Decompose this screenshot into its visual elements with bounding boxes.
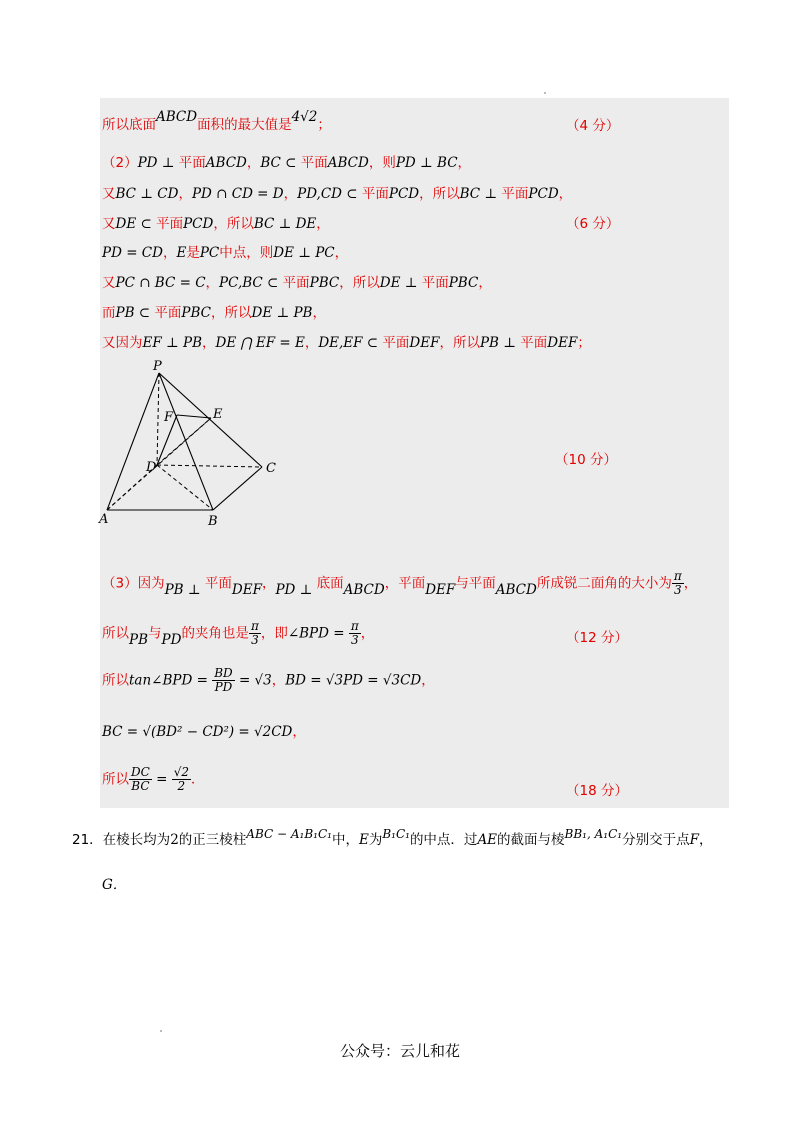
math: PD bbox=[161, 631, 182, 648]
footer-text: 公众号：云儿和花 bbox=[339, 1042, 460, 1060]
text: ，则 bbox=[368, 155, 396, 171]
edge-DC bbox=[157, 465, 262, 467]
text: 而 bbox=[102, 305, 116, 321]
math: = bbox=[151, 771, 172, 788]
text: ， bbox=[360, 625, 375, 642]
solution-line-4 bbox=[102, 212, 330, 232]
solution-line-10 bbox=[102, 620, 374, 647]
question-number: 21． bbox=[72, 832, 103, 848]
text: 与 bbox=[148, 625, 162, 642]
math: PD = CD bbox=[102, 245, 163, 261]
text: ， bbox=[202, 335, 216, 351]
score-12: （12 分） bbox=[566, 630, 628, 646]
numerator: √2 bbox=[173, 765, 189, 779]
text: 所以底面 bbox=[102, 117, 156, 133]
solution-line-5 bbox=[102, 241, 348, 261]
math: PBC bbox=[181, 305, 211, 321]
text: （2） bbox=[102, 155, 138, 171]
math-value: 4√2 bbox=[291, 109, 318, 125]
math: BC ⊂ bbox=[260, 155, 301, 171]
math: B₁C₁ bbox=[382, 827, 410, 841]
math: ABC − A₁B₁C₁ bbox=[246, 827, 332, 841]
solution-line-6 bbox=[102, 271, 492, 291]
text: （3）因为 bbox=[102, 575, 165, 592]
pyramid-diagram bbox=[95, 355, 295, 535]
math: E bbox=[176, 245, 187, 261]
speck bbox=[544, 92, 546, 94]
denominator: 3 bbox=[351, 633, 359, 647]
math: BC ⊥ bbox=[459, 186, 502, 202]
math: 2 bbox=[170, 832, 179, 848]
math: PC,BC ⊂ bbox=[219, 275, 283, 291]
math: PC bbox=[199, 245, 220, 261]
math: ABCD bbox=[205, 155, 247, 171]
math: DE ⋂ EF = E bbox=[215, 335, 305, 351]
text: 平面 bbox=[154, 305, 182, 321]
fraction-dc-bc bbox=[129, 766, 152, 793]
text: 在棱长均为 bbox=[102, 832, 171, 848]
text: ， bbox=[261, 575, 276, 592]
text: ， bbox=[292, 724, 306, 740]
solution-line-2 bbox=[102, 151, 471, 171]
math: tan∠BPD = bbox=[129, 672, 213, 689]
text: ，即 bbox=[260, 625, 288, 642]
numerator: DC bbox=[131, 765, 150, 779]
text: ， bbox=[478, 275, 492, 291]
numerator: π bbox=[673, 569, 682, 583]
text: 的正三棱柱 bbox=[178, 832, 247, 848]
text: ， bbox=[421, 672, 435, 689]
denominator: 3 bbox=[673, 583, 682, 597]
fraction-pi-3 bbox=[672, 570, 684, 597]
edge-PB bbox=[159, 373, 213, 510]
label-C: C bbox=[266, 461, 276, 476]
text: ，平面 bbox=[384, 575, 426, 592]
fraction-pi-3 bbox=[249, 620, 261, 647]
text: 所以 bbox=[102, 672, 129, 689]
text: ，所以 bbox=[439, 335, 480, 351]
solution-line-7 bbox=[102, 301, 326, 321]
label-E: E bbox=[213, 407, 223, 422]
solution-line-11 bbox=[102, 667, 435, 694]
text: 平面 bbox=[178, 155, 206, 171]
math: PB ⊥ bbox=[164, 581, 205, 598]
speck bbox=[160, 1030, 162, 1032]
denominator: 2 bbox=[177, 779, 186, 793]
text: ； bbox=[317, 117, 331, 133]
text: ， bbox=[246, 155, 261, 171]
fraction-bd-pd bbox=[212, 667, 234, 694]
solution-line-3 bbox=[102, 182, 572, 202]
text: 的夹角也是 bbox=[181, 625, 249, 642]
text: ， bbox=[271, 672, 286, 689]
fraction-pi-3 bbox=[349, 620, 361, 647]
text: 平面 bbox=[282, 275, 310, 291]
text: 平面 bbox=[300, 155, 328, 171]
math: PB bbox=[129, 631, 149, 648]
numerator: π bbox=[250, 619, 259, 633]
score-6: （6 分） bbox=[566, 216, 620, 232]
text: 是 bbox=[186, 245, 200, 261]
denominator: PD bbox=[214, 680, 233, 694]
text: ， bbox=[283, 186, 298, 202]
math: BC ⊥ DE bbox=[253, 216, 317, 232]
math: DE ⊥ PB bbox=[251, 305, 313, 321]
math: PD,CD ⊂ bbox=[297, 186, 362, 202]
text: 平面 bbox=[382, 335, 410, 351]
text: ， bbox=[316, 216, 330, 232]
math: DE ⊂ bbox=[115, 216, 157, 232]
text: 底面 bbox=[316, 575, 344, 592]
text: ， bbox=[178, 186, 192, 202]
math: AE bbox=[477, 832, 498, 848]
math: PCD bbox=[528, 186, 559, 202]
math: DEF bbox=[409, 335, 440, 351]
text: ． bbox=[191, 771, 205, 788]
numerator: π bbox=[350, 619, 359, 633]
text: 所以 bbox=[102, 771, 129, 788]
text: 中点，则 bbox=[219, 245, 274, 261]
score-10: （10 分） bbox=[555, 452, 617, 468]
text: ， bbox=[683, 575, 698, 592]
text: 平面 bbox=[204, 575, 232, 592]
text: ， bbox=[457, 155, 472, 171]
text: 平面 bbox=[501, 186, 529, 202]
math: DE ⊥ PC bbox=[273, 245, 335, 261]
question-21-line-2: G． bbox=[102, 877, 127, 893]
math: = √3 bbox=[234, 672, 272, 689]
math: DEF bbox=[231, 581, 262, 598]
math: DE,EF ⊂ bbox=[318, 335, 383, 351]
text: ，所以 bbox=[213, 216, 254, 232]
fraction-sqrt2-2 bbox=[172, 766, 191, 793]
text: ； bbox=[577, 335, 591, 351]
math: ABCD bbox=[327, 155, 369, 171]
math-abcd: ABCD bbox=[156, 109, 198, 125]
text: 为 bbox=[368, 832, 383, 848]
text: ， bbox=[698, 832, 713, 848]
math: PBC bbox=[448, 275, 479, 291]
math: DE ⊥ bbox=[379, 275, 422, 291]
text: 又 bbox=[102, 216, 116, 232]
text: ， bbox=[162, 245, 177, 261]
math: BD = √3PD = √3CD bbox=[285, 672, 422, 689]
math: PBC bbox=[309, 275, 340, 291]
text: 所以 bbox=[102, 625, 129, 642]
math: ABCD bbox=[495, 581, 537, 598]
question-21 bbox=[72, 828, 712, 848]
text: ，所以 bbox=[339, 275, 380, 291]
math: PCD bbox=[388, 186, 420, 202]
text: 面积的最大值是 bbox=[197, 117, 292, 133]
math: F bbox=[689, 832, 699, 848]
text: 的中点．过 bbox=[409, 832, 478, 848]
text: ， bbox=[304, 335, 319, 351]
solution-line-9 bbox=[102, 570, 697, 597]
text: 平面 bbox=[421, 275, 449, 291]
math: PCD bbox=[183, 216, 214, 232]
math: PB ⊥ bbox=[479, 335, 521, 351]
text: 与平面 bbox=[455, 575, 496, 592]
text: ， bbox=[312, 305, 326, 321]
text: 又 bbox=[102, 275, 116, 291]
math: PD ⊥ bbox=[137, 155, 179, 171]
math: ∠BPD = bbox=[287, 625, 349, 642]
math: DEF bbox=[547, 335, 578, 351]
text: ，所以 bbox=[211, 305, 252, 321]
math: PD ⊥ BC bbox=[395, 155, 458, 171]
math: BB₁, A₁C₁ bbox=[564, 827, 623, 841]
text: 的截面与棱 bbox=[497, 832, 565, 848]
solution-line-1 bbox=[102, 109, 331, 133]
text: ，所以 bbox=[419, 186, 460, 202]
math: BC = √(BD² − CD²) = √2CD bbox=[102, 724, 293, 740]
edge-BC bbox=[213, 467, 262, 510]
denominator: 3 bbox=[251, 633, 259, 647]
denominator: BC bbox=[131, 779, 150, 793]
text: 又 bbox=[102, 186, 116, 202]
text: 平面 bbox=[520, 335, 548, 351]
label-B: B bbox=[208, 514, 218, 529]
label-D: D bbox=[146, 460, 157, 475]
text: ， bbox=[205, 275, 220, 291]
solution-line-13 bbox=[102, 766, 205, 793]
score-4: （4 分） bbox=[566, 118, 620, 134]
text: ， bbox=[334, 245, 349, 261]
text: ， bbox=[558, 186, 573, 202]
math: E bbox=[358, 832, 369, 848]
label-F: F bbox=[164, 410, 174, 425]
label-A: A bbox=[99, 512, 109, 527]
text: 又因为 bbox=[102, 335, 143, 351]
math: PD ∩ CD = D bbox=[191, 186, 284, 202]
label-P: P bbox=[153, 359, 162, 374]
solution-line-8 bbox=[102, 331, 591, 351]
score-18: （18 分） bbox=[566, 783, 628, 799]
math: EF ⊥ PB bbox=[142, 335, 203, 351]
numerator: BD bbox=[214, 666, 233, 680]
text: 分别交于点 bbox=[622, 832, 690, 848]
math: PD ⊥ bbox=[275, 581, 317, 598]
math: PB ⊂ bbox=[115, 305, 155, 321]
edge-PA bbox=[107, 373, 159, 510]
text: 所成锐二面角的大小为 bbox=[536, 575, 672, 592]
math: BC ⊥ CD bbox=[115, 186, 179, 202]
math: ABCD bbox=[343, 581, 385, 598]
text: 中， bbox=[331, 832, 359, 848]
solution-line-12 bbox=[102, 720, 306, 740]
math: PC ∩ BC = C bbox=[115, 275, 206, 291]
text: 平面 bbox=[156, 216, 184, 232]
edge-PD bbox=[157, 373, 159, 465]
math: DEF bbox=[425, 581, 456, 598]
text: 平面 bbox=[361, 186, 389, 202]
